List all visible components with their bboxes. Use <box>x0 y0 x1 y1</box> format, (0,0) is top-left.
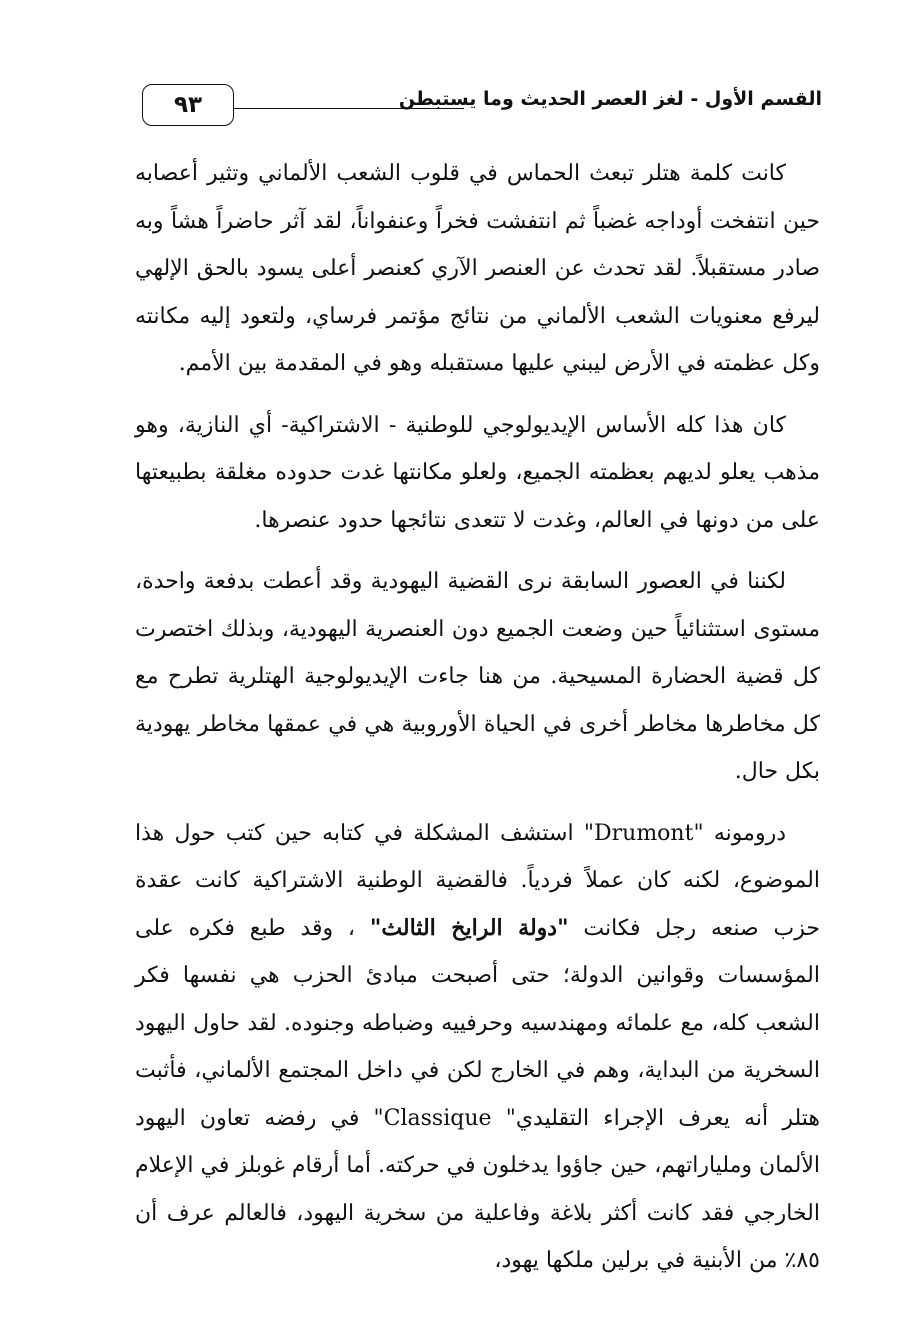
paragraph-4-end: ، وقد طبع فكره على المؤسسات وقوانين الدولة؛ حتى أصبحت مبادئ الحزب هي نفسها فكر الشعب كله، مع علمائه ومهندسيه وحرفييه وضباطه وجنوده. لقد حاول اليهود السخرية من البداية، وهم في الخارج لكن في داخل المجتمع الألماني، فأثبت هتلر أنه يعرف الإجراء التقليدي" Classique" في رفضه تعاون اليهود الألمان وملياراتهم، حين جاؤوا يدخلون في حركته. أما أرقام غوبلز في الإعلام الخارجي فقد كانت أكثر بلاغة وفاعلية من سخرية اليهود، فالعالم عرف أن ٨٥٪ من الأبنية في برلين ملكها يهود، <box>135 915 821 1273</box>
header-rule <box>234 108 464 109</box>
page-number: ٩٣ <box>142 84 234 126</box>
running-title: القسم الأول - لغز العصر الحديث وما يستبطن <box>398 88 822 110</box>
paragraph-4 <box>135 810 820 1285</box>
paragraph-4-start: درومونه "Drumont" استشف المشكلة في كتابه حين كتب حول هذا الموضوع، لكنه كان عملاً فردياً. فالقضية الوطنية الاشتراكية كانت عقدة حزب صنعه رجل فكانت <box>135 820 821 941</box>
third-reich-term: "دولة الرايخ الثالث" <box>369 914 569 941</box>
paragraph-3: لكننا في العصور السابقة نرى القضية اليهودية وقد أعطت بدفعة واحدة، مستوى استثنائياً حين وضعت الجميع دون العنصرية اليهودية، وبذلك اختصرت كل قضية الحضارة المسيحية. من هنا جاءت الإيديولوجية الهتلرية تطرح مع كل مخاطرها مخاطر أخرى في الحياة الأوروبية هي في عمقها مخاطر يهودية بكل حال. <box>135 569 820 784</box>
page-header <box>142 84 822 128</box>
paragraph-1: كانت كلمة هتلر تبعث الحماس في قلوب الشعب الألماني وتثير أعصابه حين انتفخت أوداجه غضباً ثم انتفشت فخراً وعنفواناً، لقد آثر حاضراً هشاً وبه صادر مستقبلاً. لقد تحدث عن العنصر الآري كعنصر أعلى يسود بالحق الإلهي ليرفع معنويات الشعب الألماني من نتائج مؤتمر فرساي، ولتعود إليه مكانته وكل عظمته في الأرض ليبني عليها مستقبله وهو في المقدمة بين الأمم. <box>135 161 820 376</box>
body-text <box>135 150 820 1299</box>
paragraph-2: كان هذا كله الأساس الإيديولوجي للوطنية - الاشتراكية- أي النازية، وهو مذهب يعلو لديهم بعظمته الجميع، ولعلو مكانتها غدت حدوده مغلقة بطبيعتها على من دونها في العالم، وغدت لا تتعدى نتائجها حدود عنصرها. <box>135 412 820 533</box>
